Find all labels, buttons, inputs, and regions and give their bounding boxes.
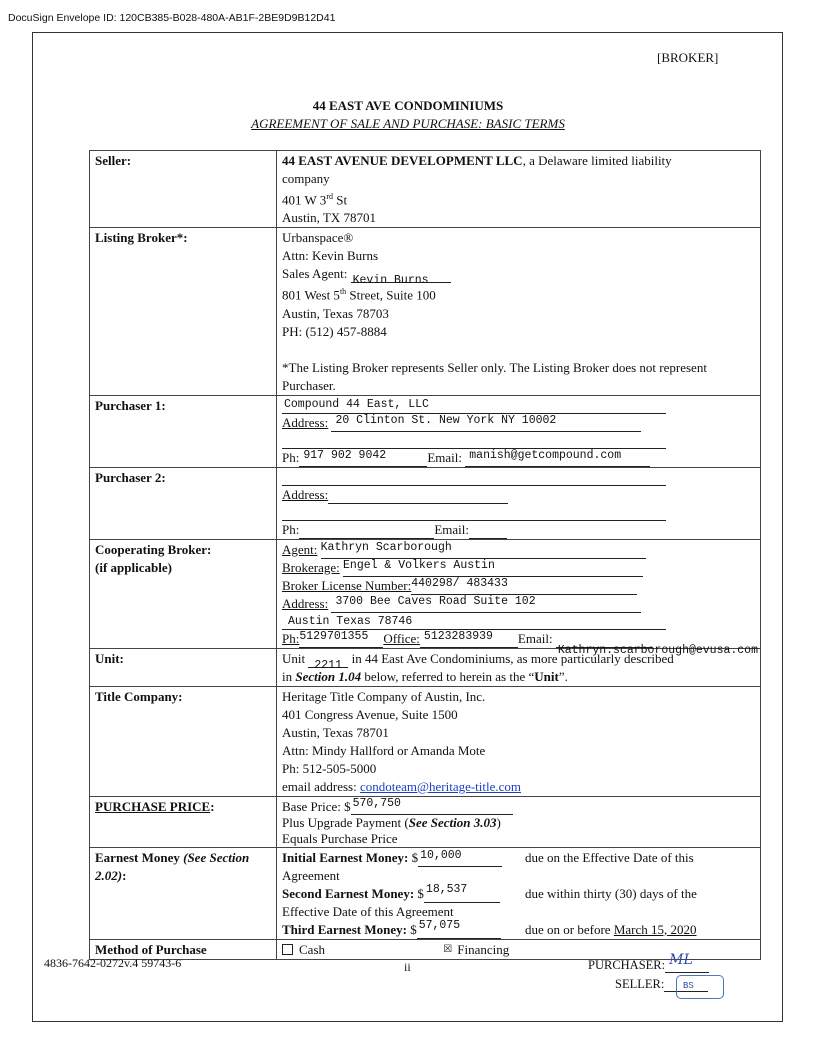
upgrade-payment-text: Plus Upgrade Payment (See Section 3.03)	[282, 814, 501, 830]
listing-broker-city: Austin, Texas 78703	[282, 305, 389, 321]
page-number: ii	[404, 960, 411, 974]
listing-broker-row	[90, 228, 761, 395]
title-company-phone: Ph: 512-505-5000	[282, 760, 377, 776]
coop-address-field[interactable]: 3700 Bee Caves Road Suite 102	[331, 596, 641, 613]
third-earnest-field[interactable]: 57,075	[417, 922, 501, 939]
listing-broker-note: *The Listing Broker represents Seller only. The Listing Broker does not represent Purchaser.	[282, 359, 707, 393]
purchaser1-name-field[interactable]: Compound 44 East, LLC	[282, 397, 666, 414]
title-company-email-link[interactable]: condoteam@heritage-title.com	[359, 778, 522, 794]
seller-initials: SELLER:	[615, 977, 708, 992]
purchaser1-value	[277, 395, 761, 467]
purchaser-initials: PURCHASER: ML	[588, 958, 709, 973]
title-company-addr2: Austin, Texas 78701	[282, 724, 389, 740]
seller-desc-2: company	[282, 171, 330, 186]
purchaser1-email-label: Email:	[427, 449, 463, 465]
third-earnest-label: Third Earnest Money:	[282, 921, 407, 937]
title-company-row	[90, 686, 761, 796]
seller-desc: , a Delaware limited liability	[522, 153, 672, 168]
initial-earnest-label: Initial Earnest Money:	[282, 849, 409, 865]
listing-broker-company: Urbanspace®	[282, 230, 354, 246]
unit-number-field[interactable]: 2211	[308, 667, 348, 668]
unit-label: Unit:	[90, 648, 277, 686]
cooperating-broker-value	[277, 539, 761, 657]
second-dollar: $	[417, 885, 424, 901]
seller-label: Seller:	[90, 151, 277, 228]
coop-brokerage-label: Brokerage:	[282, 559, 340, 575]
initial-earnest-due-2: Agreement	[282, 867, 340, 883]
coop-office-label: Office:	[383, 630, 420, 646]
document-id: 4836-7642-0272v.4 59743-6	[44, 956, 182, 970]
base-price-label: Base Price: $	[282, 798, 351, 814]
purchaser2-name-field[interactable]	[282, 469, 666, 486]
sales-agent-label: Sales Agent:	[282, 266, 348, 282]
purchaser2-value	[277, 467, 761, 539]
equals-purchase-price: Equals Purchase Price	[282, 830, 398, 846]
financing-option[interactable]: ☒ Financing	[443, 941, 510, 957]
purchaser2-blank-line[interactable]	[282, 504, 666, 521]
sales-agent-field[interactable]: Kevin Burns	[351, 282, 451, 283]
title-company-value	[277, 686, 761, 796]
earnest-money-row	[90, 847, 761, 939]
method-row	[90, 939, 761, 959]
third-dollar: $	[410, 921, 417, 937]
cooperating-broker-row	[90, 539, 761, 648]
financing-checkbox[interactable]: ☒	[443, 944, 453, 956]
coop-license-label: Broker License Number:	[282, 577, 412, 593]
title-company-name: Heritage Title Company of Austin, Inc.	[282, 688, 486, 704]
purchaser1-row	[90, 395, 761, 467]
initial-earnest-field[interactable]: 10,000	[418, 850, 502, 867]
purchaser2-row	[90, 467, 761, 539]
coop-office-field[interactable]: 5123283939	[420, 631, 518, 648]
listing-broker-label: Listing Broker*:	[90, 228, 277, 395]
coop-brokerage-field[interactable]: Engel & Volkers Austin	[343, 560, 643, 577]
initial-earnest-due: due on the Effective Date of this	[525, 849, 694, 865]
envelope-id: DocuSign Envelope ID: 120CB385-B028-480A-AB1F-2BE9D9B12D41	[8, 12, 336, 24]
second-earnest-label: Second Earnest Money:	[282, 885, 415, 901]
earnest-money-value	[277, 847, 761, 939]
document-title: 44 EAST AVE CONDOMINIUMS	[312, 98, 504, 113]
cash-option[interactable]: Cash	[282, 942, 325, 957]
unit-text-2: in Section 1.04 below, referred to herein as the “Unit”.	[282, 668, 568, 684]
coop-email-field[interactable]: Kathryn.scarborough@evusa.com	[557, 643, 758, 657]
coop-ph-label: Ph:	[282, 630, 300, 646]
coop-address-label: Address:	[282, 595, 329, 611]
purchaser1-address-field[interactable]: 20 Clinton St. New York NY 10002	[331, 415, 641, 432]
second-earnest-due-2: Effective Date of this Agreement	[282, 903, 454, 919]
seller-row	[90, 151, 761, 228]
purchaser2-email-field[interactable]	[469, 524, 507, 539]
purchase-price-label: PURCHASE PRICE:	[90, 796, 277, 847]
title-company-label: Title Company:	[90, 686, 277, 796]
purchaser2-email-label: Email:	[434, 521, 470, 537]
listing-broker-attn: Attn: Kevin Burns	[282, 248, 379, 264]
purchaser2-address-label: Address:	[282, 486, 329, 502]
purchaser2-ph-field[interactable]	[299, 524, 434, 539]
coop-email-label: Email:	[517, 630, 553, 646]
cash-checkbox[interactable]	[282, 944, 293, 955]
listing-broker-address: 801 West 5th Street, Suite 100	[282, 287, 436, 303]
purchaser2-label: Purchaser 2:	[90, 467, 277, 539]
seller-value	[277, 151, 761, 228]
purchase-price-row	[90, 796, 761, 847]
cooperating-broker-label: Cooperating Broker: (if applicable)	[90, 539, 277, 648]
coop-ph-field[interactable]: 5129701355	[299, 631, 383, 648]
title-company-attn: Attn: Mindy Hallford or Amanda Mote	[282, 742, 486, 758]
listing-broker-phone: PH: (512) 457-8884	[282, 323, 387, 339]
document-subtitle: AGREEMENT OF SALE AND PURCHASE: BASIC TERMS	[251, 116, 565, 131]
coop-license-field[interactable]: 440298/ 483433	[411, 578, 637, 595]
purchaser2-ph-label: Ph:	[282, 521, 300, 537]
seller-city: Austin, TX 78701	[282, 210, 377, 226]
purchase-price-value	[277, 796, 761, 847]
method-label: Method of Purchase	[90, 939, 277, 959]
purchaser1-email-field[interactable]: manish@getcompound.com	[465, 450, 650, 467]
seller-initials-stamp[interactable]: BS	[676, 975, 724, 999]
purchaser2-address-field[interactable]	[328, 489, 508, 504]
purchaser1-blank-line[interactable]	[282, 432, 666, 449]
unit-text-1: in 44 East Ave Condominiums, as more particularly described	[348, 650, 674, 666]
earnest-money-label: Earnest Money (See Section 2.02):	[90, 847, 277, 939]
coop-agent-label: Agent:	[282, 541, 318, 557]
listing-broker-value	[277, 228, 761, 395]
initial-dollar: $	[411, 849, 419, 865]
seller-name: 44 EAST AVENUE DEVELOPMENT LLC	[282, 153, 523, 168]
unit-prefix: Unit	[282, 650, 306, 666]
purchaser-initials-field[interactable]	[665, 952, 709, 973]
title-company-email-label: email address:	[282, 778, 360, 794]
seller-address: 401 W 3rd St	[282, 192, 348, 208]
purchaser-signature: ML	[669, 952, 693, 968]
purchaser1-address-label: Address:	[282, 414, 329, 430]
title-company-addr1: 401 Congress Avenue, Suite 1500	[282, 706, 458, 722]
base-price-field[interactable]: 570,750	[351, 798, 513, 815]
purchaser1-ph-field[interactable]: 917 902 9042	[299, 450, 427, 467]
broker-tag: [BROKER]	[657, 50, 719, 65]
basic-terms-table	[89, 150, 761, 960]
purchaser1-ph-label: Ph:	[282, 449, 300, 465]
purchaser1-label: Purchaser 1:	[90, 395, 277, 467]
third-earnest-due: due on or before March 15, 2020	[525, 921, 697, 937]
second-earnest-due: due within thirty (30) days of the	[525, 885, 697, 901]
second-earnest-field[interactable]: 18,537	[424, 886, 500, 903]
coop-agent-field[interactable]: Kathryn Scarborough	[321, 542, 646, 559]
coop-address-line2-field[interactable]: Austin Texas 78746	[282, 613, 666, 630]
